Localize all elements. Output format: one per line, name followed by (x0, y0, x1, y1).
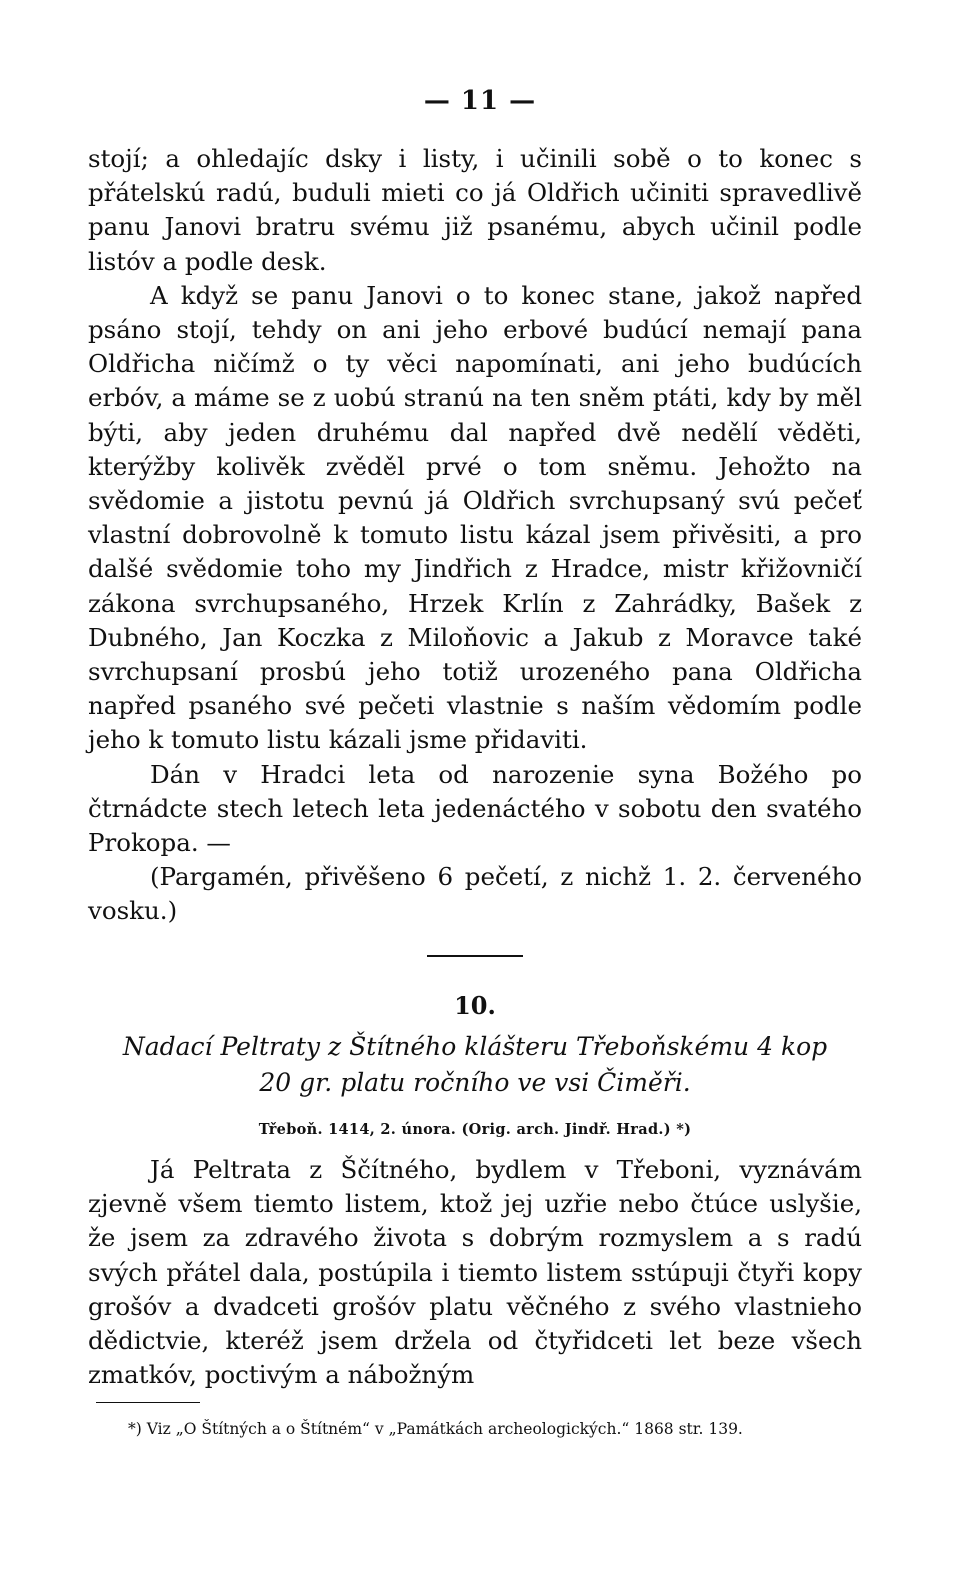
document-text: Já Peltrata z Ščítného, bydlem v Třeboni, vyznávám zjevně všem tiemto listem, ktož jej uzřie nebo čtúce uslyšie, že jsem za zdravého života s dobrým rozmyslem a s radú svých přátel dala, postúpila i tiemto listem sstúpuji čtyři kopy grošóv a dvadceti grošóv platu věčného z svého vlastnieho dědictvie, kteréž jsem držela od čtyřidceti let beze všech zmatkóv, poctivým a nábožným (88, 1155, 862, 1390)
document-number: 10. (454, 990, 496, 1020)
paragraph-continuation: stojí; a ohledajíc dsky i listy, i učinili sobě o to konec s přátelskú radú, buduli mieti co já Oldřich učiniti spravedlivě panu Janovi bratru svému již psanému, abych učinil podle listóv a podle desk. (88, 144, 862, 276)
footnote: *) Viz „O Štítných a o Štítném“ v „Památkách archeologických.“ 1868 str. 139. (128, 1420, 743, 1438)
paragraph-dating: Dán v Hradci leta od narozenie syna Božého po čtrnádcte stech letech leta jedenáctého v sobotu den svatého Prokopa. — (88, 759, 862, 858)
document-title: Nadací Peltraty z Štítného klášteru Třeboňskému 4 kop 20 gr. platu ročního ve vsi Čiměři. (122, 1031, 828, 1097)
page-body (88, 142, 862, 1393)
page-number-header: — 11 — (423, 86, 537, 116)
paragraph-seal-note: (Pargamén, přivěšeno 6 pečetí, z nichž 1. 2. červeného vosku.) (88, 862, 862, 926)
document-source: Třeboň. 1414, 2. února. (Orig. arch. Jindř. Hrad.) *) (258, 1120, 692, 1138)
paragraph-conditions: A když se panu Janovi o to konec stane, jakož napřed psáno stojí, tehdy on ani jeho erbové budúcí nemají pana Oldřicha ničímž o ty věci napomínati, ani jeho budúcích erbóv, a máme se z uobú stranú na ten sněm ptáti, kdy by měl býti, aby jeden druhému dal napřed dvě nedělí věděti, kterýžby kolivěk zvěděl prvé o tom sněmu. Jehožto na svědomie a jistotu pevnú já Oldřich svrchupsaný svú pečeť vlastní dobrovolně k tomuto listu kázal jsem přivěsiti, a pro dalšé svědomie toho my Jindřich z Hradce, mistr křižovničí zákona svrchupsaného, Hrzek Krlín z Zahrádky, Bašek z Dubného, Jan Koczka z Miloňovic a Jakub z Moravce také svrchupsaní prosbú jeho totiž urozeného pana Oldřicha napřed psaného své pečeti vlastnie s naším vědomím podle jeho k tomuto listu kázali jsme přidaviti. (88, 280, 862, 755)
footnote-divider (96, 1402, 200, 1403)
section-divider (427, 955, 523, 957)
